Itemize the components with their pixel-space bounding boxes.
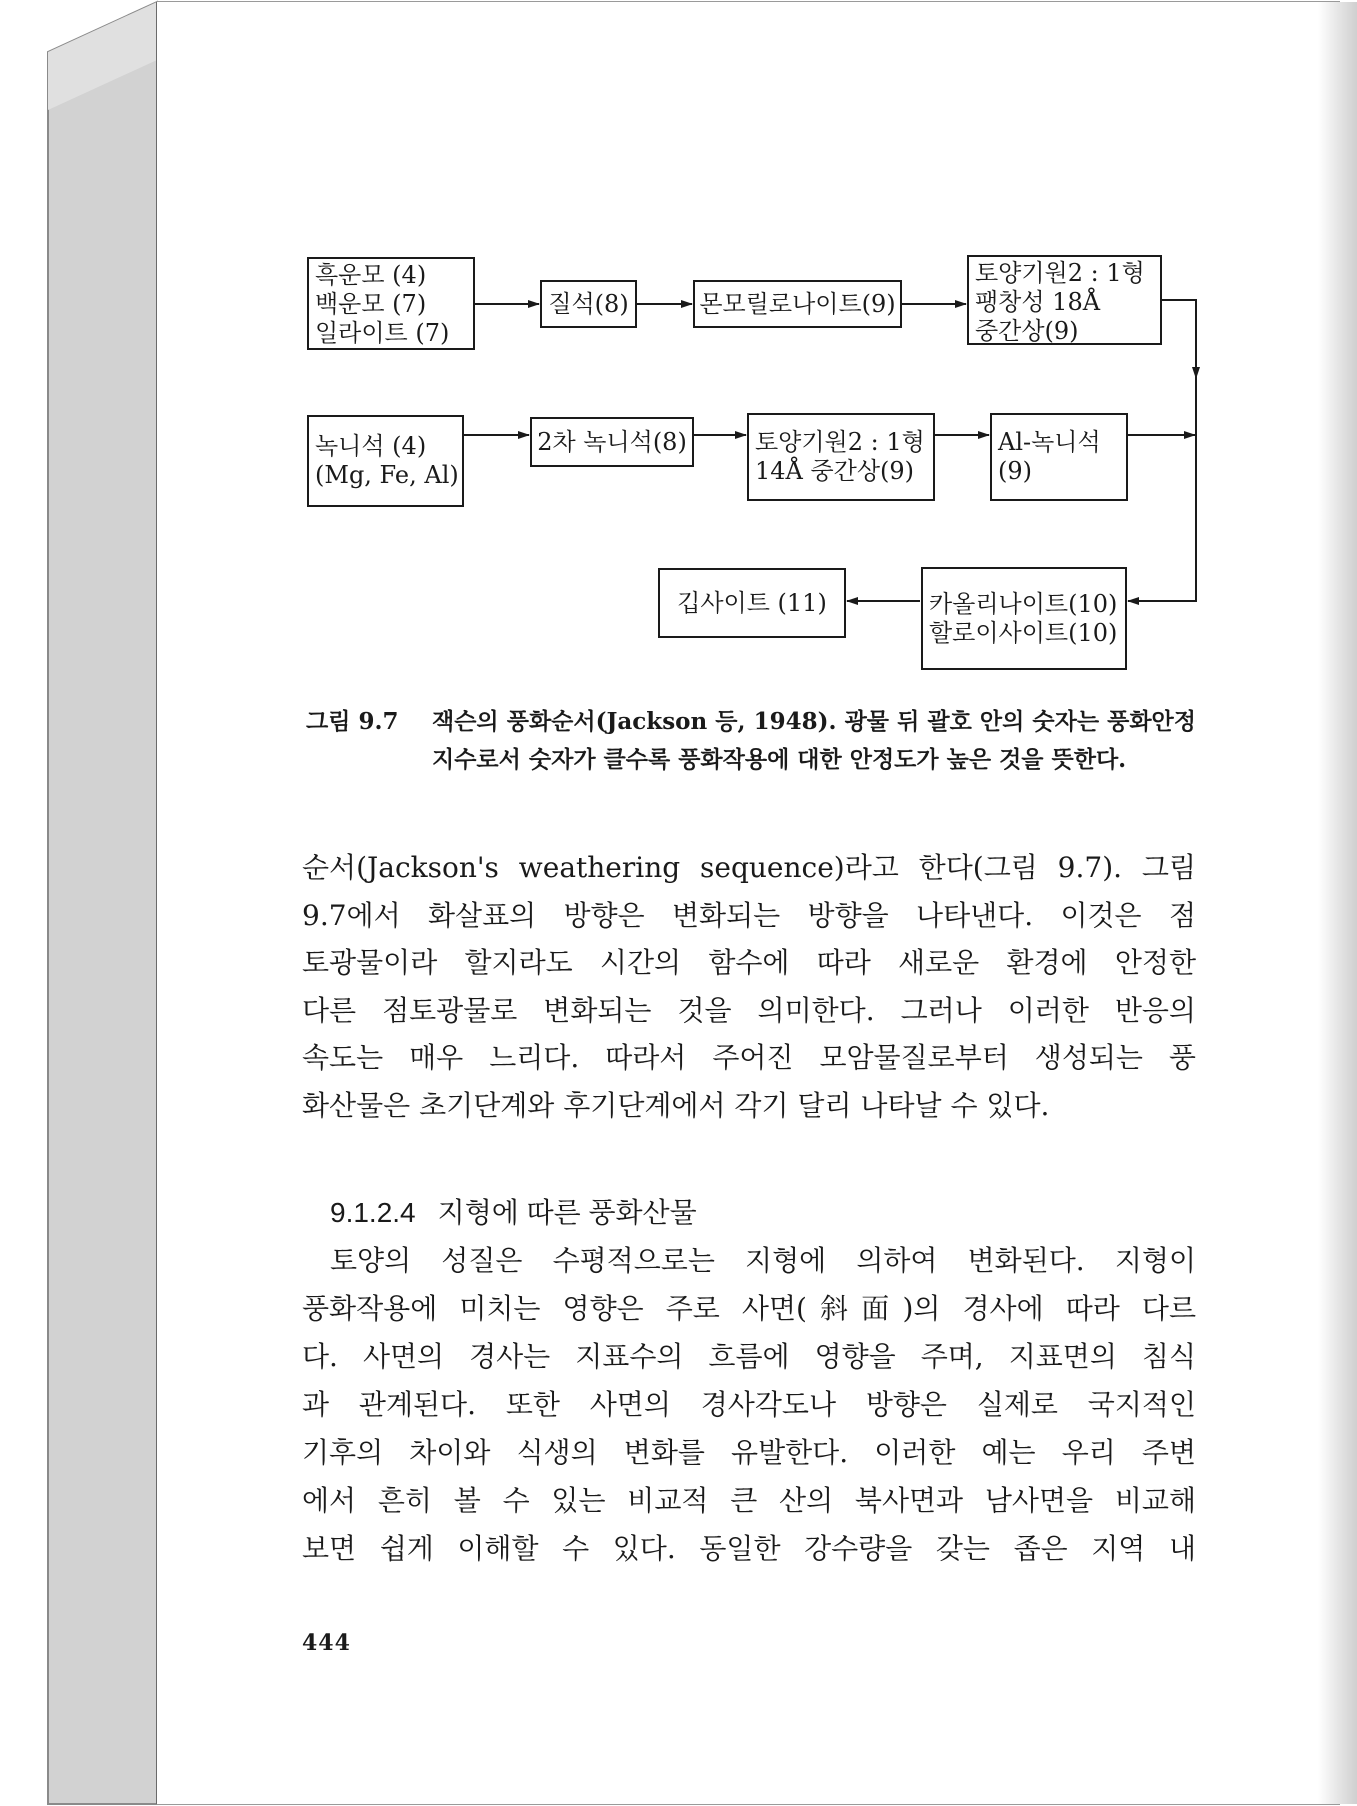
box-line: 토양기원2 : 1형 xyxy=(755,428,925,456)
text-line: 과 관계된다. 또한 사면의 경사각도나 방향은 실제로 국지적인 xyxy=(302,1388,1196,1421)
box-kaolinite-halloysite xyxy=(921,567,1127,670)
box-soil-origin-18a xyxy=(967,255,1162,345)
text-line: 9.7에서 화살표의 방향은 변화되는 방향을 나타낸다. 이것은 점 xyxy=(302,898,1196,932)
box-label: 2차 녹니석(8) xyxy=(537,427,687,456)
box-line: 팽창성 18Å xyxy=(975,288,1101,316)
box-vermiculite xyxy=(540,280,637,328)
box-line: (9) xyxy=(998,457,1032,485)
box-montmorillonite xyxy=(693,280,902,328)
box-line: 백운모 (7) xyxy=(315,290,427,318)
text-line: 순서(Jackson's weathering sequence)라고 한다(그림 9.7). 그림 xyxy=(302,851,1196,884)
section-number: 9.1.2.4 xyxy=(330,1197,416,1228)
box-line: 녹니석 (4) xyxy=(315,432,427,460)
text-line: 토양의 성질은 수평적으로는 지형에 의하여 변화된다. 지형이 xyxy=(330,1244,1196,1277)
box-label: 깁사이트 (11) xyxy=(677,588,827,617)
text-line: 화산물은 초기단계와 후기단계에서 각기 달리 나타날 수 있다. xyxy=(302,1088,1050,1122)
box-line: 흑운모 (4) xyxy=(315,261,427,289)
box-biotite-muscovite-illite xyxy=(307,257,475,350)
box-line: 할로이사이트(10) xyxy=(929,618,1118,647)
box-label: 질석(8) xyxy=(548,289,629,318)
text-line: 토광물이라 할지라도 시간의 함수에 따라 새로운 환경에 안정한 xyxy=(302,946,1196,979)
box-line: Al-녹니석 xyxy=(998,428,1101,456)
section-title: 지형에 따른 풍화산물 xyxy=(437,1197,697,1228)
box-chlorite xyxy=(307,415,464,507)
text-line: 풍화작용에 미치는 영향은 주로 사면(斜面)의 경사에 따라 다르 xyxy=(302,1292,1196,1325)
text-line: 기후의 차이와 식생의 변화를 유발한다. 이러한 예는 우리 주변 xyxy=(302,1436,1196,1469)
box-gibbsite xyxy=(658,568,846,638)
box-label: 몬모릴로나이트(9) xyxy=(699,289,896,318)
box-secondary-chlorite xyxy=(530,417,694,467)
box-line: 카올리나이트(10) xyxy=(929,589,1118,618)
box-line: 일라이트 (7) xyxy=(315,319,450,347)
text-line: 다. 사면의 경사는 지표수의 흐름에 영향을 주며, 지표면의 침식 xyxy=(302,1340,1196,1373)
box-soil-origin-14a xyxy=(747,413,935,501)
figure-caption-text: 잭슨의 풍화순서(Jackson 등, 1948). 광물 뒤 괄호 안의 숫자는 풍화안정지수로서 숫자가 클수록 풍화작용에 대한 안정도가 높은 것을 뜻한다. xyxy=(432,708,1196,773)
box-line: (Mg, Fe, Al) xyxy=(315,461,459,489)
text-line: 보면 쉽게 이해할 수 있다. 동일한 강수량을 갖는 좁은 지역 내 xyxy=(302,1532,1196,1565)
box-line: 중간상(9) xyxy=(975,317,1079,345)
page-edge-shadow xyxy=(1318,2,1357,1804)
box-al-chlorite xyxy=(990,413,1128,501)
text-line: 다른 점토광물로 변화되는 것을 의미한다. 그러나 이러한 반응의 xyxy=(302,993,1196,1027)
figure-label: 그림 9.7 xyxy=(306,708,399,735)
text-line: 속도는 매우 느리다. 따라서 주어진 모암물질로부터 생성되는 풍 xyxy=(302,1041,1196,1074)
page-number: 444 xyxy=(302,1630,351,1656)
box-line: 토양기원2 : 1형 xyxy=(975,259,1145,287)
box-line: 14Å 중간상(9) xyxy=(755,457,915,485)
text-line: 에서 흔히 볼 수 있는 비교적 큰 산의 북사면과 남사면을 비교해 xyxy=(302,1484,1196,1517)
section-heading xyxy=(330,1193,697,1233)
